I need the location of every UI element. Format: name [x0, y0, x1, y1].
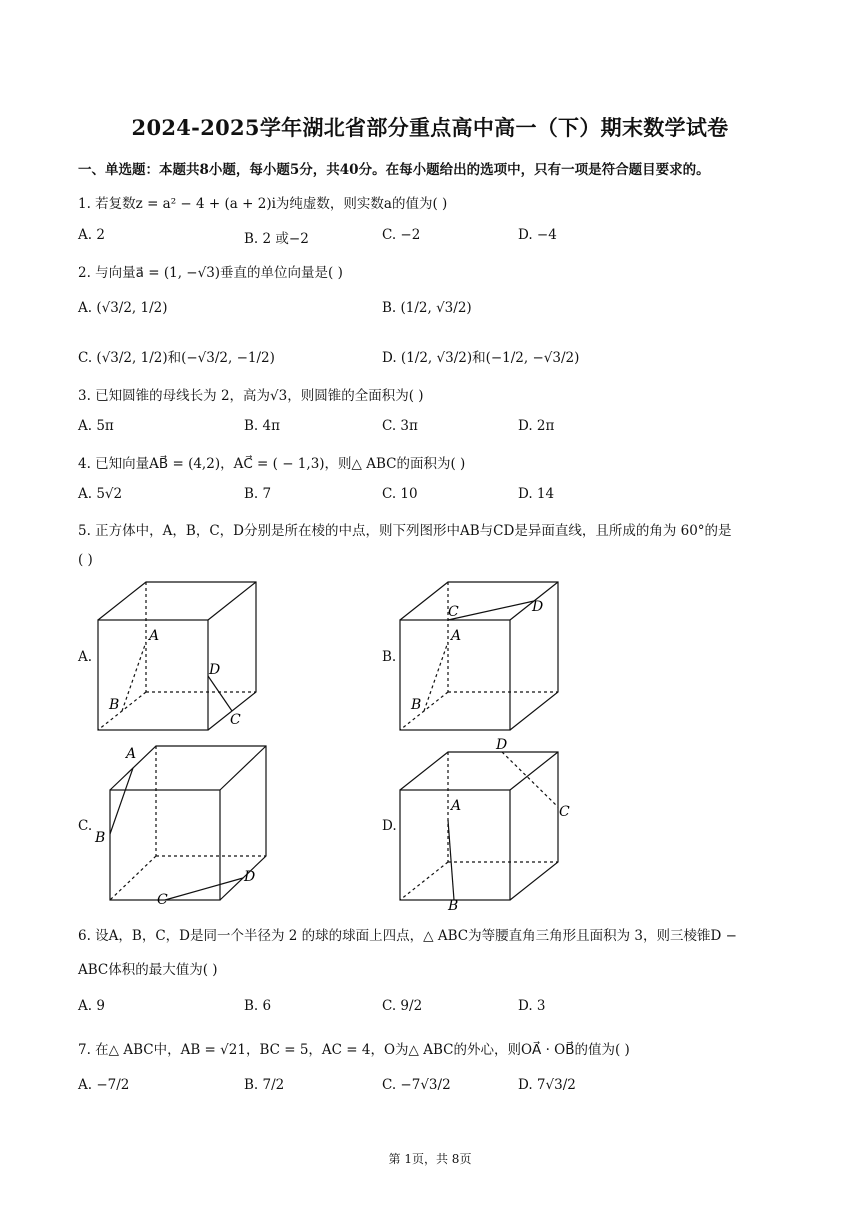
question-7-option-a[interactable]: A. −7/2 [78, 1077, 130, 1093]
question-1-option-c[interactable]: C. −2 [382, 227, 421, 243]
question-6-stem-cont: ABC体积的最大值为( ) [78, 962, 218, 978]
question-4-option-b[interactable]: B. 7 [244, 486, 272, 502]
question-4-option-c[interactable]: C. 10 [382, 486, 418, 502]
question-1-option-d[interactable]: D. −4 [518, 227, 557, 243]
question-2-option-c[interactable]: C. (√3/2, 1/2)和(−√3/2, −1/2) [78, 350, 275, 366]
point-d-label: D [209, 662, 221, 678]
point-a-label: A [149, 628, 160, 644]
question-3-option-d[interactable]: D. 2π [518, 418, 555, 434]
question-5-stem: 5. 正方体中，A，B，C，D分别是所在棱的中点，则下列图形中AB与CD是异面直线，且所成的角为 60°的是 [78, 523, 732, 539]
question-3-option-a[interactable]: A. 5π [78, 418, 114, 434]
question-6-option-c[interactable]: C. 9/2 [382, 998, 423, 1014]
cube-figure-c [92, 742, 277, 908]
question-6-option-d[interactable]: D. 3 [518, 998, 546, 1014]
cube-figure-a [92, 578, 272, 738]
point-b-label: B [109, 697, 120, 713]
point-b-label: B [95, 830, 106, 846]
section-header: 一、单选题：本题共8小题，每小题5分，共40分。在每小题给出的选项中，只有一项是符合题目要求的。 [78, 162, 710, 178]
question-7-option-b[interactable]: B. 7/2 [244, 1077, 285, 1093]
question-2-option-b[interactable]: B. (1/2, √3/2) [382, 300, 472, 316]
point-b-label: B [411, 697, 422, 713]
question-1-option-a[interactable]: A. 2 [78, 227, 105, 243]
cube-figure-d [394, 738, 579, 910]
question-3-stem: 3. 已知圆锥的母线长为 2，高为√3，则圆锥的全面积为( ) [78, 388, 424, 404]
page-title: 2024-2025学年湖北省部分重点高中高一（下）期末数学试卷 [131, 115, 729, 140]
question-5-option-b[interactable]: B. [382, 649, 397, 665]
point-a-label: A [451, 628, 462, 644]
point-d-label: D [244, 869, 256, 885]
question-2-option-d[interactable]: D. (1/2, √3/2)和(−1/2, −√3/2) [382, 350, 580, 366]
question-6-option-a[interactable]: A. 9 [78, 998, 105, 1014]
question-5-option-d[interactable]: D. [382, 818, 397, 834]
question-1-option-b[interactable]: B. 2 或−2 [244, 231, 309, 247]
point-c-label: C [230, 712, 241, 728]
question-4-option-d[interactable]: D. 14 [518, 486, 555, 502]
question-2-option-a[interactable]: A. (√3/2, 1/2) [78, 300, 168, 316]
point-a-label: A [451, 798, 462, 814]
question-7-option-c[interactable]: C. −7√3/2 [382, 1077, 451, 1093]
point-a-label: A [126, 746, 137, 762]
question-5-option-c[interactable]: C. [78, 818, 93, 834]
point-c-label: C [448, 604, 459, 620]
point-c-label: C [559, 804, 570, 820]
question-4-option-a[interactable]: A. 5√2 [78, 486, 123, 502]
question-3-option-c[interactable]: C. 3π [382, 418, 418, 434]
question-3-option-b[interactable]: B. 4π [244, 418, 280, 434]
question-1-stem: 1. 若复数z = a² − 4 + (a + 2)i为纯虚数，则实数a的值为( ) [78, 196, 448, 212]
question-6-stem: 6. 设A，B，C，D是同一个半径为 2 的球的球面上四点，△ ABC为等腰直角三角形且面积为 3，则三棱锥D − [78, 928, 737, 944]
point-c-label: C [157, 892, 168, 908]
question-7-option-d[interactable]: D. 7√3/2 [518, 1077, 576, 1093]
point-d-label: D [496, 738, 508, 753]
point-b-label: B [448, 898, 459, 910]
question-4-stem: 4. 已知向量AB⃗ = (4,2)，AC⃗ = ( − 1,3)，则△ ABC的面积为( ) [78, 456, 466, 472]
question-5-stem-cont: ( ) [78, 552, 93, 568]
point-d-label: D [532, 599, 544, 615]
question-2-stem: 2. 与向量a⃗ = (1, −√3)垂直的单位向量是( ) [78, 265, 343, 281]
cube-figure-b [394, 578, 574, 738]
question-7-stem: 7. 在△ ABC中，AB = √21，BC = 5，AC = 4，O为△ ABC的外心，则OA⃗ · OB⃗的值为( ) [78, 1042, 630, 1058]
question-5-option-a[interactable]: A. [78, 649, 93, 665]
page-footer: 第 1页，共 8页 [388, 1152, 472, 1166]
question-6-option-b[interactable]: B. 6 [244, 998, 272, 1014]
